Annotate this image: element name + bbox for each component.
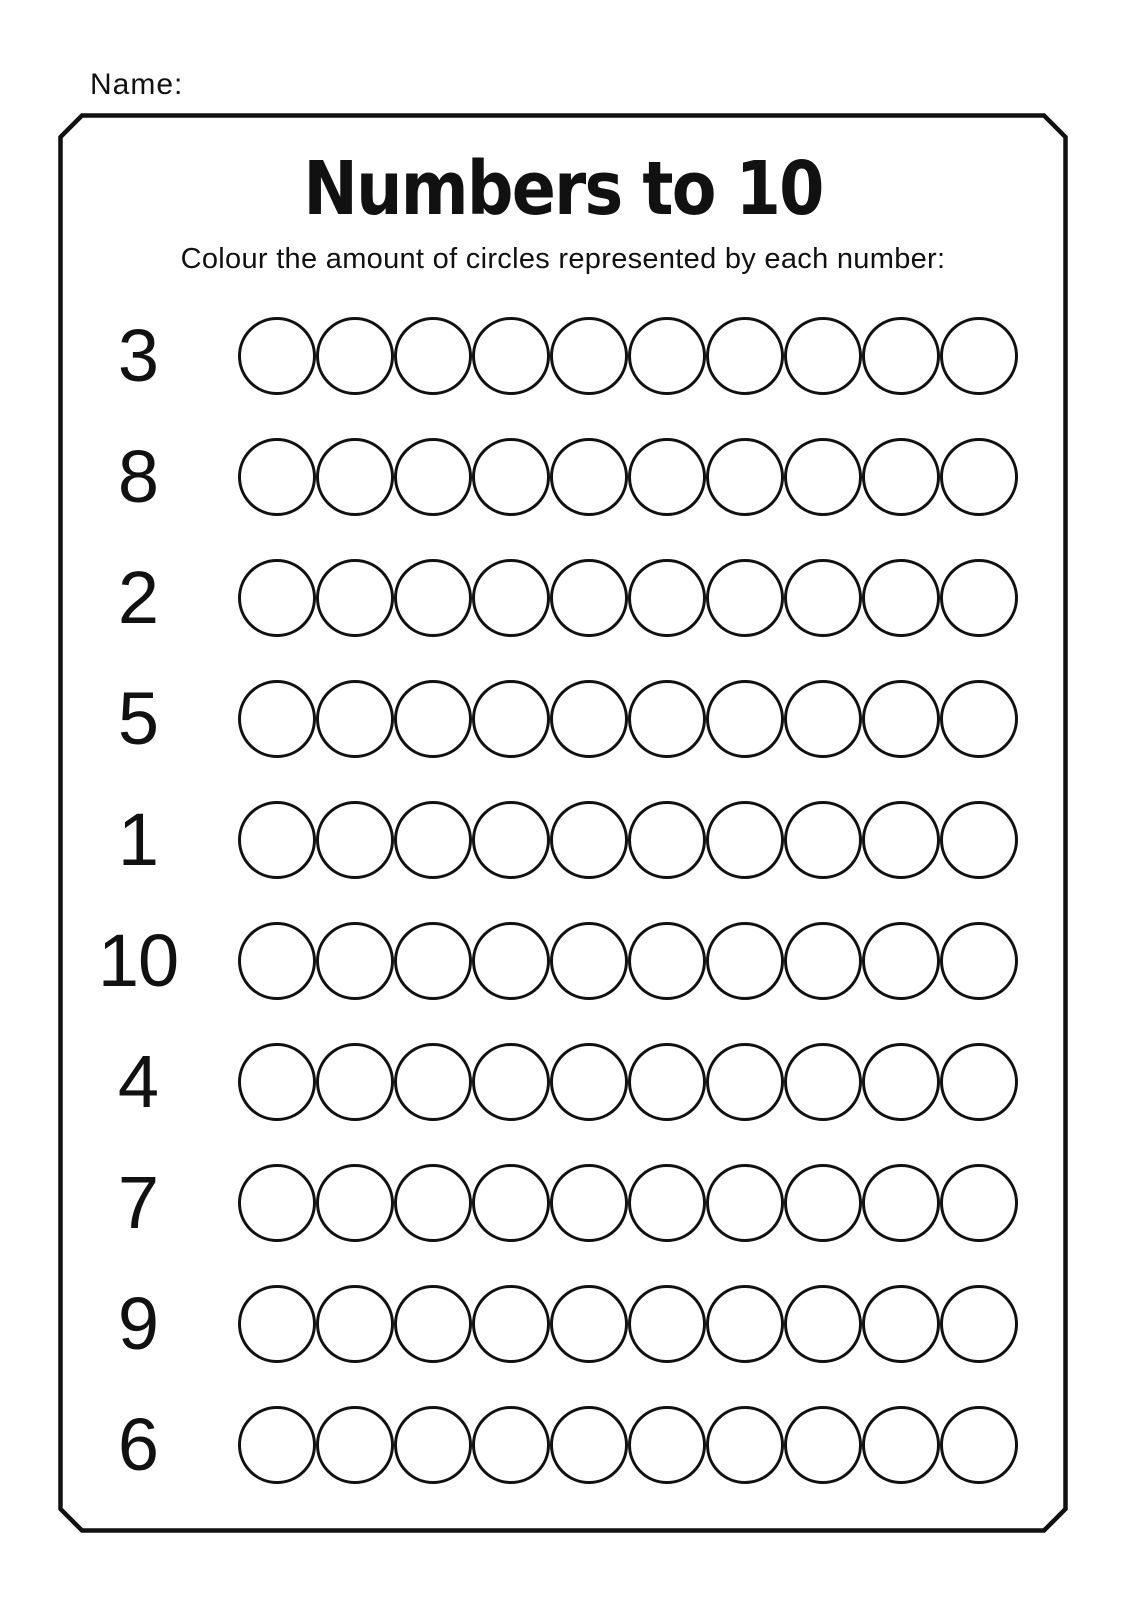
colour-circle[interactable] (394, 801, 472, 879)
colour-circle[interactable] (316, 1285, 394, 1363)
colour-circle[interactable] (628, 559, 706, 637)
number-row (58, 1263, 1068, 1384)
colour-circle[interactable] (394, 438, 472, 516)
colour-circle[interactable] (628, 317, 706, 395)
colour-circle[interactable] (862, 801, 940, 879)
colour-circle[interactable] (706, 317, 784, 395)
circle-row (238, 1285, 1018, 1363)
number-row (58, 416, 1068, 537)
row-number-label: 3 (117, 313, 159, 397)
colour-circle[interactable] (394, 559, 472, 637)
colour-circle[interactable] (316, 1406, 394, 1484)
colour-circle[interactable] (784, 1406, 862, 1484)
colour-circle[interactable] (862, 1043, 940, 1121)
circle-row (238, 559, 1018, 637)
circle-row (238, 1043, 1018, 1121)
colour-circle[interactable] (940, 1285, 1018, 1363)
name-label: Name: (90, 68, 184, 101)
colour-circle[interactable] (940, 438, 1018, 516)
number-row (58, 1142, 1068, 1263)
colour-circle[interactable] (550, 1406, 628, 1484)
row-number-label: 10 (97, 918, 179, 1002)
worksheet-title-text: Numbers to 10 (303, 146, 823, 232)
colour-circle[interactable] (628, 1043, 706, 1121)
colour-circle[interactable] (706, 559, 784, 637)
rows-container (58, 295, 1068, 1505)
number-row (58, 1021, 1068, 1142)
colour-circle[interactable] (394, 922, 472, 1000)
colour-circle[interactable] (784, 680, 862, 758)
row-number-label: 5 (117, 676, 159, 760)
worksheet-frame (58, 113, 1068, 1533)
colour-circle[interactable] (238, 1406, 316, 1484)
colour-circle[interactable] (862, 1406, 940, 1484)
colour-circle[interactable] (706, 801, 784, 879)
circle-row (238, 680, 1018, 758)
colour-circle[interactable] (940, 559, 1018, 637)
colour-circle[interactable] (862, 559, 940, 637)
colour-circle[interactable] (628, 438, 706, 516)
colour-circle[interactable] (862, 680, 940, 758)
circle-row (238, 1164, 1018, 1242)
colour-circle[interactable] (940, 922, 1018, 1000)
colour-circle[interactable] (550, 922, 628, 1000)
colour-circle[interactable] (394, 1285, 472, 1363)
colour-circle[interactable] (238, 1164, 316, 1242)
colour-circle[interactable] (940, 801, 1018, 879)
colour-circle[interactable] (784, 1043, 862, 1121)
colour-circle[interactable] (862, 1285, 940, 1363)
colour-circle[interactable] (238, 1043, 316, 1121)
number-row (58, 779, 1068, 900)
colour-circle[interactable] (706, 1043, 784, 1121)
colour-circle[interactable] (550, 1285, 628, 1363)
colour-circle[interactable] (628, 801, 706, 879)
colour-circle[interactable] (550, 438, 628, 516)
row-number-label: 2 (117, 555, 159, 639)
colour-circle[interactable] (472, 559, 550, 637)
colour-circle[interactable] (316, 317, 394, 395)
circle-row (238, 438, 1018, 516)
colour-circle[interactable] (394, 1406, 472, 1484)
circle-row (238, 922, 1018, 1000)
colour-circle[interactable] (628, 922, 706, 1000)
colour-circle[interactable] (706, 1285, 784, 1363)
colour-circle[interactable] (784, 922, 862, 1000)
colour-circle[interactable] (472, 801, 550, 879)
colour-circle[interactable] (238, 317, 316, 395)
colour-circle[interactable] (550, 559, 628, 637)
colour-circle[interactable] (706, 680, 784, 758)
colour-circle[interactable] (238, 438, 316, 516)
row-number-label: 8 (117, 434, 159, 518)
row-number-label: 1 (117, 797, 159, 881)
colour-circle[interactable] (472, 1406, 550, 1484)
colour-circle[interactable] (316, 1043, 394, 1121)
colour-circle[interactable] (862, 922, 940, 1000)
colour-circle[interactable] (784, 317, 862, 395)
colour-circle[interactable] (628, 1164, 706, 1242)
colour-circle[interactable] (316, 559, 394, 637)
colour-circle[interactable] (472, 922, 550, 1000)
row-number-label: 7 (117, 1160, 159, 1244)
colour-circle[interactable] (550, 1164, 628, 1242)
colour-circle[interactable] (706, 438, 784, 516)
worksheet-instruction: Colour the amount of circles represented by each number: (180, 243, 946, 275)
colour-circle[interactable] (784, 801, 862, 879)
colour-circle[interactable] (316, 438, 394, 516)
colour-circle[interactable] (316, 801, 394, 879)
colour-circle[interactable] (472, 1164, 550, 1242)
colour-circle[interactable] (550, 680, 628, 758)
row-number-label: 6 (117, 1402, 159, 1486)
colour-circle[interactable] (706, 922, 784, 1000)
colour-circle[interactable] (940, 1164, 1018, 1242)
circle-row (238, 317, 1018, 395)
colour-circle[interactable] (394, 1043, 472, 1121)
colour-circle[interactable] (940, 1043, 1018, 1121)
number-row (58, 295, 1068, 416)
colour-circle[interactable] (706, 1164, 784, 1242)
colour-circle[interactable] (472, 1285, 550, 1363)
colour-circle[interactable] (316, 680, 394, 758)
number-row (58, 658, 1068, 779)
colour-circle[interactable] (940, 317, 1018, 395)
row-number-label: 9 (117, 1281, 159, 1365)
colour-circle[interactable] (472, 438, 550, 516)
colour-circle[interactable] (784, 1164, 862, 1242)
colour-circle[interactable] (238, 801, 316, 879)
colour-circle[interactable] (784, 438, 862, 516)
colour-circle[interactable] (550, 1043, 628, 1121)
colour-circle[interactable] (550, 317, 628, 395)
colour-circle[interactable] (628, 1406, 706, 1484)
colour-circle[interactable] (238, 922, 316, 1000)
colour-circle[interactable] (472, 317, 550, 395)
colour-circle[interactable] (316, 1164, 394, 1242)
colour-circle[interactable] (862, 317, 940, 395)
colour-circle[interactable] (940, 680, 1018, 758)
colour-circle[interactable] (940, 1406, 1018, 1484)
colour-circle[interactable] (550, 801, 628, 879)
circle-row (238, 1406, 1018, 1484)
number-row (58, 1384, 1068, 1505)
colour-circle[interactable] (472, 1043, 550, 1121)
row-number-label: 4 (117, 1039, 159, 1123)
worksheet-title (58, 146, 1068, 232)
colour-circle[interactable] (394, 1164, 472, 1242)
colour-circle[interactable] (394, 680, 472, 758)
colour-circle[interactable] (238, 1285, 316, 1363)
colour-circle[interactable] (706, 1406, 784, 1484)
number-row (58, 900, 1068, 1021)
number-row (58, 537, 1068, 658)
colour-circle[interactable] (238, 680, 316, 758)
colour-circle[interactable] (394, 317, 472, 395)
colour-circle[interactable] (238, 559, 316, 637)
colour-circle[interactable] (628, 680, 706, 758)
colour-circle[interactable] (862, 438, 940, 516)
colour-circle[interactable] (784, 1285, 862, 1363)
colour-circle[interactable] (472, 680, 550, 758)
circle-row (238, 801, 1018, 879)
colour-circle[interactable] (628, 1285, 706, 1363)
colour-circle[interactable] (862, 1164, 940, 1242)
colour-circle[interactable] (784, 559, 862, 637)
colour-circle[interactable] (316, 922, 394, 1000)
